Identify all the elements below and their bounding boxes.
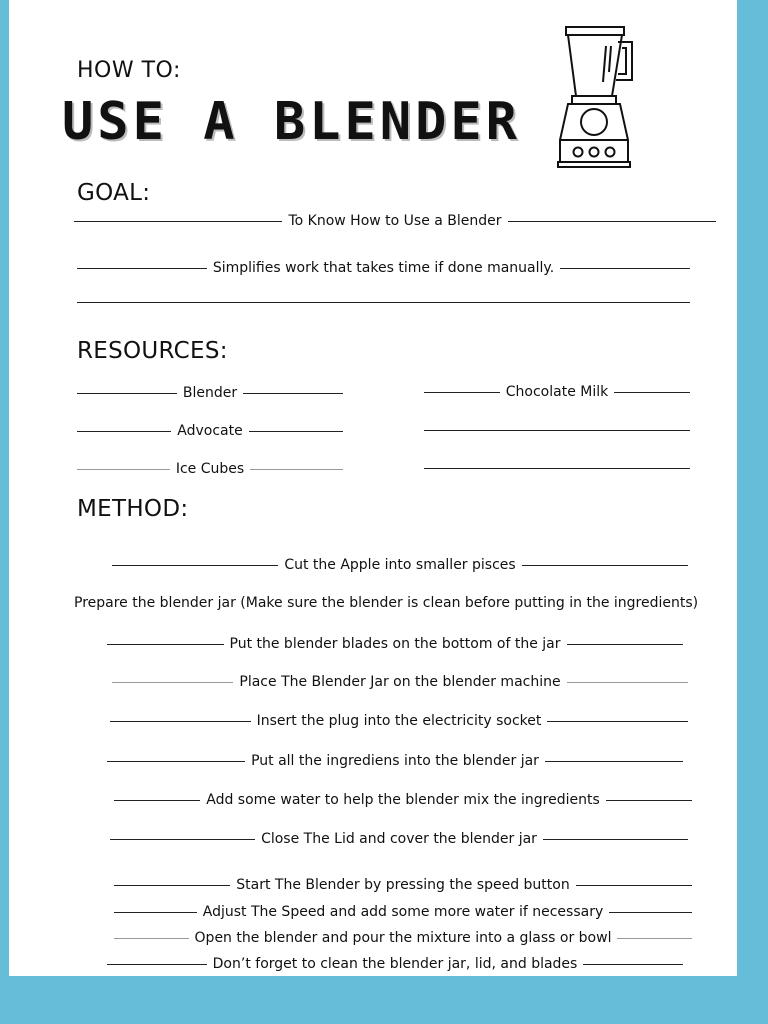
resource-label: Chocolate Milk (505, 384, 609, 400)
method-step-text: Insert the plug into the electricity socket (256, 713, 542, 729)
method-step-text: Don’t forget to clean the blender jar, lid, and blades (212, 956, 578, 972)
goal-text: To Know How to Use a Blender (288, 213, 502, 229)
method-step (114, 902, 692, 922)
goal-text: Simplifies work that takes time if done manually. (212, 260, 555, 276)
resource-label: Advocate (177, 423, 243, 439)
method-step-text: Add some water to help the blender mix the ingredients (206, 792, 600, 808)
resource-blank-line (424, 430, 690, 431)
method-step (114, 790, 692, 810)
method-step-text: Cut the Apple into smaller pisces (284, 557, 516, 573)
method-step-text: Put all the ingrediens into the blender jar (251, 753, 539, 769)
blender-icon (556, 24, 640, 172)
resource-item (77, 383, 343, 403)
method-step (112, 555, 688, 575)
resources-heading: RESOURCES: (77, 338, 228, 364)
goal-blank-line (77, 302, 690, 303)
method-step-text: Adjust The Speed and add some more water if necessary (202, 904, 604, 920)
method-step-text: Put the blender blades on the bottom of the jar (229, 636, 561, 652)
kicker-text: HOW TO: (77, 58, 181, 83)
method-step (110, 829, 688, 849)
method-step (107, 634, 683, 654)
page-title: USE A BLENDER (62, 92, 521, 152)
method-step-text: Place The Blender Jar on the blender machine (239, 674, 561, 690)
method-step (114, 875, 692, 895)
resource-blank-line (424, 468, 690, 469)
goal-heading: GOAL: (77, 180, 151, 206)
method-step (107, 954, 683, 974)
method-step-text: Open the blender and pour the mixture into a glass or bowl (194, 930, 612, 946)
goal-line (77, 258, 690, 278)
method-step-text: Close The Lid and cover the blender jar (261, 831, 537, 847)
method-step (110, 711, 688, 731)
method-step-text: Prepare the blender jar (Make sure the blender is clean before putting in the ingredients) (74, 595, 699, 611)
method-step-text: Start The Blender by pressing the speed button (236, 877, 570, 893)
method-step (107, 751, 683, 771)
method-step (112, 672, 688, 692)
method-step (114, 928, 692, 948)
resource-item (77, 421, 343, 441)
goal-line (74, 211, 716, 231)
resource-item (424, 382, 690, 402)
resource-label: Blender (182, 385, 238, 401)
resource-label: Ice Cubes (175, 461, 245, 477)
method-heading: METHOD: (77, 496, 189, 522)
resource-item (77, 459, 343, 479)
